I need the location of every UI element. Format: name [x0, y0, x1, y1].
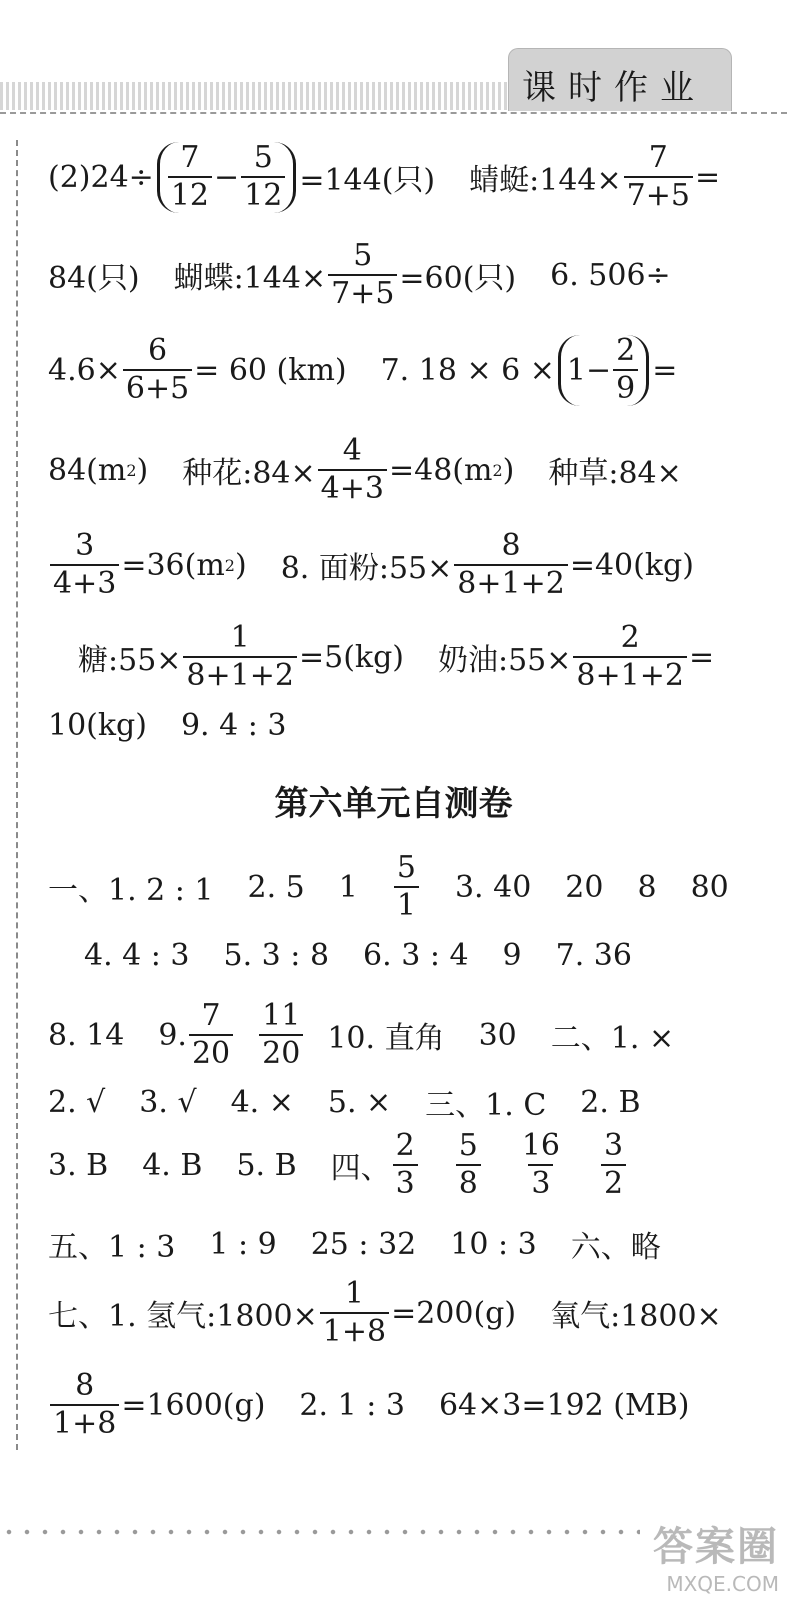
- test-line-2: [84, 938, 632, 973]
- text: =200(g): [391, 1295, 517, 1331]
- fraction: [613, 335, 638, 406]
- watermark-url: MXQE.COM: [666, 1572, 779, 1596]
- fraction: [328, 240, 397, 311]
- numerator: 7: [201, 998, 221, 1033]
- text: =48(m: [388, 452, 493, 488]
- watermark: [653, 1515, 779, 1596]
- denominator: 3: [528, 1164, 553, 1200]
- text: 8. 面粉:55×: [280, 551, 453, 587]
- fraction: [456, 1130, 481, 1201]
- text: 七、1. 氢气:1800×: [48, 1299, 318, 1335]
- text: 二、1. ×: [550, 1021, 675, 1057]
- denominator: 8+1+2: [183, 656, 297, 692]
- numerator: 2: [395, 1128, 415, 1163]
- text: =: [688, 639, 715, 675]
- numerator: 5: [353, 238, 373, 273]
- denominator: 3: [393, 1164, 418, 1200]
- text: 蜻蜓:144×: [469, 163, 622, 199]
- text: =36(m: [121, 547, 225, 583]
- text: 7. 36: [555, 938, 632, 973]
- text: 1: [338, 869, 358, 905]
- text: =144(只): [299, 163, 436, 199]
- text: 84(m: [48, 452, 127, 488]
- section-title: 第六单元自测卷: [274, 784, 513, 824]
- text: =1600(g): [121, 1387, 266, 1423]
- denominator: 1: [394, 886, 419, 922]
- text: =: [694, 159, 721, 195]
- text: 30: [478, 1017, 517, 1053]
- text: 糖:55×: [78, 643, 182, 679]
- answer-line-5: [48, 530, 694, 601]
- fraction: [624, 142, 693, 213]
- denominator: 20: [189, 1034, 233, 1070]
- superscript: 2: [126, 460, 137, 480]
- numerator: 1: [230, 620, 250, 655]
- parenthesis-group: [558, 335, 649, 406]
- fraction: [241, 142, 285, 213]
- text: 蝴蝶:144×: [173, 261, 327, 297]
- numerator: 2: [616, 333, 636, 368]
- numerator: 7: [648, 140, 668, 175]
- text: 4. ×: [230, 1084, 294, 1120]
- header-divider: [0, 112, 787, 114]
- numerator: 5: [458, 1128, 478, 1163]
- denominator: 8: [456, 1164, 481, 1200]
- test-line-4: [48, 1080, 641, 1124]
- text: (2)24÷: [48, 159, 154, 195]
- fraction: [183, 622, 297, 693]
- numerator: 5: [396, 850, 416, 885]
- text: =: [652, 352, 678, 388]
- fraction: [454, 530, 568, 601]
- denominator: 8+1+2: [454, 564, 568, 600]
- header-band: [0, 82, 560, 110]
- fraction: [259, 1000, 303, 1071]
- text: 2. 1 : 3: [299, 1387, 405, 1423]
- text: 9: [502, 938, 522, 973]
- answer-line-7: [48, 708, 286, 743]
- numerator: 5: [253, 140, 273, 175]
- text: 1−: [566, 352, 612, 388]
- text: 4.6×: [48, 352, 121, 388]
- text: 25 : 32: [310, 1226, 417, 1262]
- denominator: 2: [601, 1164, 626, 1200]
- test-line-1: [48, 852, 729, 923]
- fraction: [393, 1130, 418, 1201]
- text: =40(kg): [569, 547, 694, 583]
- numerator: 3: [604, 1128, 624, 1163]
- denominator: 20: [259, 1034, 303, 1070]
- text: 六、略: [570, 1230, 661, 1265]
- text: 2. B: [580, 1084, 641, 1120]
- text: 6. 506÷: [550, 257, 671, 293]
- numerator: 11: [262, 998, 301, 1033]
- text: 三、1. C: [425, 1088, 547, 1123]
- numerator: 1: [344, 1276, 364, 1311]
- text: 5. 3 : 8: [223, 938, 330, 973]
- operator: −: [214, 159, 240, 195]
- denominator: 6+5: [123, 369, 192, 405]
- text: 9.: [158, 1017, 187, 1053]
- text: 1 : 9: [209, 1226, 277, 1262]
- text: 8: [637, 869, 657, 905]
- denominator: 12: [241, 176, 285, 212]
- fraction: [394, 852, 419, 923]
- text: 4. 4 : 3: [84, 938, 190, 973]
- fraction: [50, 530, 119, 601]
- denominator: 7+5: [328, 274, 397, 310]
- header-title: 课时作业: [522, 68, 706, 108]
- numerator: 2: [620, 620, 640, 655]
- superscript: 2: [492, 460, 503, 480]
- numerator: 7: [180, 140, 200, 175]
- text: 6. 3 : 4: [363, 938, 469, 973]
- text: 5. ×: [327, 1084, 392, 1120]
- numerator: 8: [501, 528, 521, 563]
- text: 64×3=192 (MB): [438, 1387, 690, 1423]
- denominator: 1+8: [50, 1404, 119, 1440]
- text: ): [136, 452, 149, 488]
- fraction: [50, 1370, 119, 1441]
- text: 种花:84×: [182, 456, 316, 492]
- parenthesis-group: [157, 142, 297, 213]
- denominator: 8+1+2: [573, 656, 687, 692]
- denominator: 9: [613, 369, 638, 405]
- text: 奶油:55×: [437, 643, 572, 679]
- denominator: 12: [168, 176, 212, 212]
- text: = 60 (km): [194, 352, 347, 388]
- fraction: [519, 1130, 563, 1201]
- text: 84(只): [48, 261, 140, 297]
- numerator: 3: [75, 528, 95, 563]
- text: 5. B: [236, 1147, 297, 1183]
- numerator: 16: [521, 1128, 561, 1163]
- text: ): [502, 452, 515, 488]
- text: 9. 4 : 3: [180, 708, 287, 743]
- denominator: 4+3: [318, 469, 387, 505]
- numerator: 4: [342, 433, 362, 468]
- text: 20: [565, 869, 604, 905]
- watermark-logo: 答案圈: [653, 1524, 779, 1570]
- text: 8. 14: [48, 1017, 125, 1053]
- text: 10 : 3: [450, 1226, 537, 1262]
- test-line-3: [48, 1000, 674, 1071]
- text: 3. B: [48, 1147, 109, 1183]
- footer-dots: [0, 1528, 640, 1536]
- text: 2. √: [48, 1084, 106, 1120]
- answer-line-4: [48, 435, 682, 506]
- numerator: 6: [147, 333, 168, 368]
- fraction: [320, 1278, 389, 1349]
- text: ): [234, 547, 247, 583]
- denominator: 4+3: [50, 564, 119, 600]
- denominator: 1+8: [320, 1312, 389, 1348]
- fraction: [168, 142, 212, 213]
- fraction: [318, 435, 387, 506]
- text: =5(kg): [298, 639, 404, 675]
- text: 7. 18 × 6 ×: [380, 352, 555, 388]
- text: 氧气:1800×: [550, 1299, 722, 1335]
- text: 2. 5: [247, 869, 305, 905]
- answer-line-1: [48, 142, 720, 213]
- text: 一、1. 2 : 1: [48, 873, 214, 909]
- text: 4. B: [142, 1147, 203, 1183]
- test-line-7: [48, 1278, 722, 1349]
- text: 10(kg): [48, 708, 147, 743]
- fraction: [573, 622, 687, 693]
- fraction: [601, 1130, 626, 1201]
- text: 3. √: [139, 1084, 197, 1120]
- text: 3. 40: [454, 869, 532, 905]
- answer-line-3: [48, 335, 677, 406]
- text: 四、: [330, 1151, 391, 1187]
- test-line-8: [48, 1370, 689, 1441]
- superscript: 2: [224, 555, 235, 575]
- text: 五、1 : 3: [48, 1230, 176, 1265]
- test-line-5: [48, 1130, 628, 1201]
- text: 10. 直角: [327, 1021, 445, 1057]
- numerator: 8: [75, 1368, 95, 1403]
- text: 种草:84×: [548, 456, 682, 492]
- denominator: 7+5: [624, 176, 693, 212]
- answer-line-2: [48, 240, 671, 311]
- text: =60(只): [399, 261, 517, 297]
- answer-line-6: [78, 622, 714, 693]
- fraction: [123, 335, 192, 406]
- text: 80: [690, 869, 729, 905]
- fraction: [189, 1000, 233, 1071]
- test-line-6: [48, 1222, 661, 1266]
